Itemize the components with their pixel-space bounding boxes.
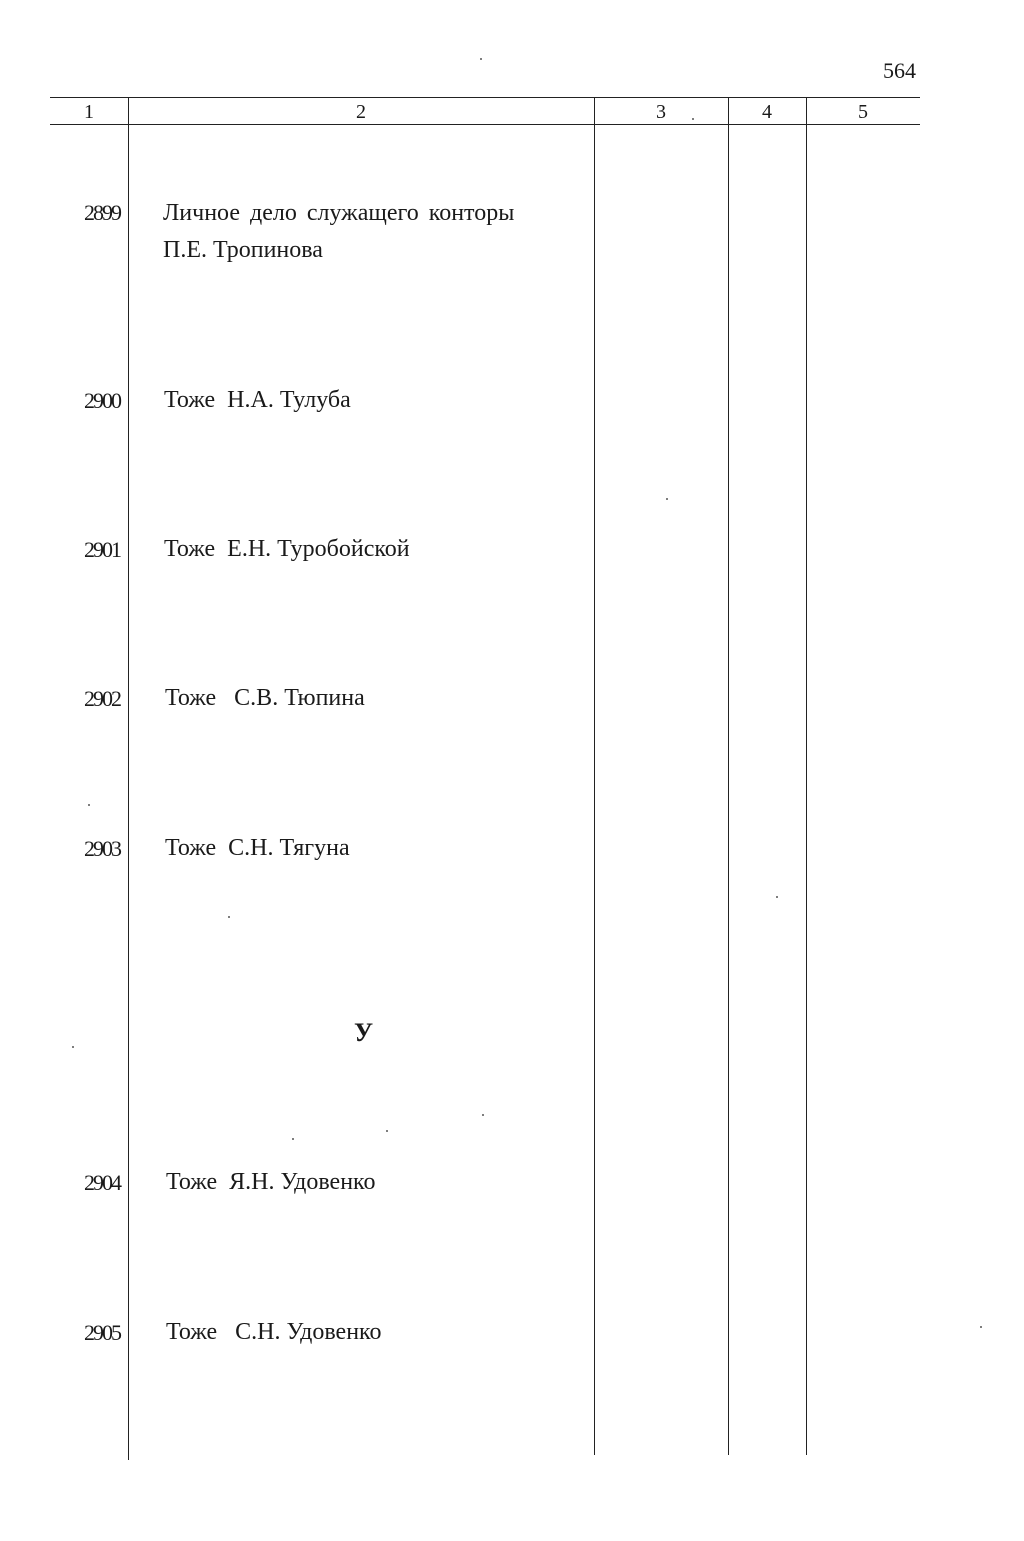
row-description: Тоже С.Н. Удовенко [166, 1319, 382, 1345]
scan-speck [72, 1046, 74, 1048]
row-description-line: Личное дело служащего конторы [163, 200, 515, 226]
section-letter: У [354, 1018, 374, 1047]
scan-speck [480, 58, 482, 60]
row-number: 2903 [84, 836, 120, 861]
scan-speck [292, 1138, 294, 1140]
scan-speck [980, 1326, 982, 1328]
row-description: Тоже Н.А. Тулуба [164, 387, 351, 413]
column-header-3: 3 [656, 101, 666, 123]
column-divider-3 [728, 97, 729, 1455]
row-description-line: П.Е. Тропинова [163, 237, 323, 263]
row-description: Тоже Е.Н. Туробойской [164, 536, 410, 562]
row-number: 2901 [84, 537, 120, 562]
scan-speck [228, 916, 230, 918]
column-header-5: 5 [858, 101, 868, 123]
scan-speck [386, 1130, 388, 1132]
row-number: 2899 [84, 200, 120, 225]
row-number: 2900 [84, 388, 120, 413]
column-divider-2 [594, 97, 595, 1455]
row-number: 2905 [84, 1320, 120, 1345]
row-number: 2904 [84, 1170, 120, 1195]
header-bottom-rule [50, 124, 920, 125]
scan-speck [482, 1114, 484, 1116]
column-header-2: 2 [356, 101, 366, 123]
row-description: Тоже Я.Н. Удовенко [166, 1169, 376, 1195]
row-description [163, 195, 563, 269]
row-description: Тоже С.В. Тюпина [165, 685, 365, 711]
scan-speck [776, 896, 778, 898]
column-divider-1 [128, 97, 129, 1460]
header-top-rule [50, 97, 920, 98]
column-header-4: 4 [762, 101, 772, 123]
column-header-1: 1 [84, 101, 94, 123]
page-number: 564 [883, 58, 916, 83]
column-divider-4 [806, 97, 807, 1455]
scan-speck [88, 804, 90, 806]
scan-speck [692, 118, 694, 120]
row-description: Тоже С.Н. Тягуна [165, 835, 350, 861]
scan-speck [666, 498, 668, 500]
row-number: 2902 [84, 686, 120, 711]
